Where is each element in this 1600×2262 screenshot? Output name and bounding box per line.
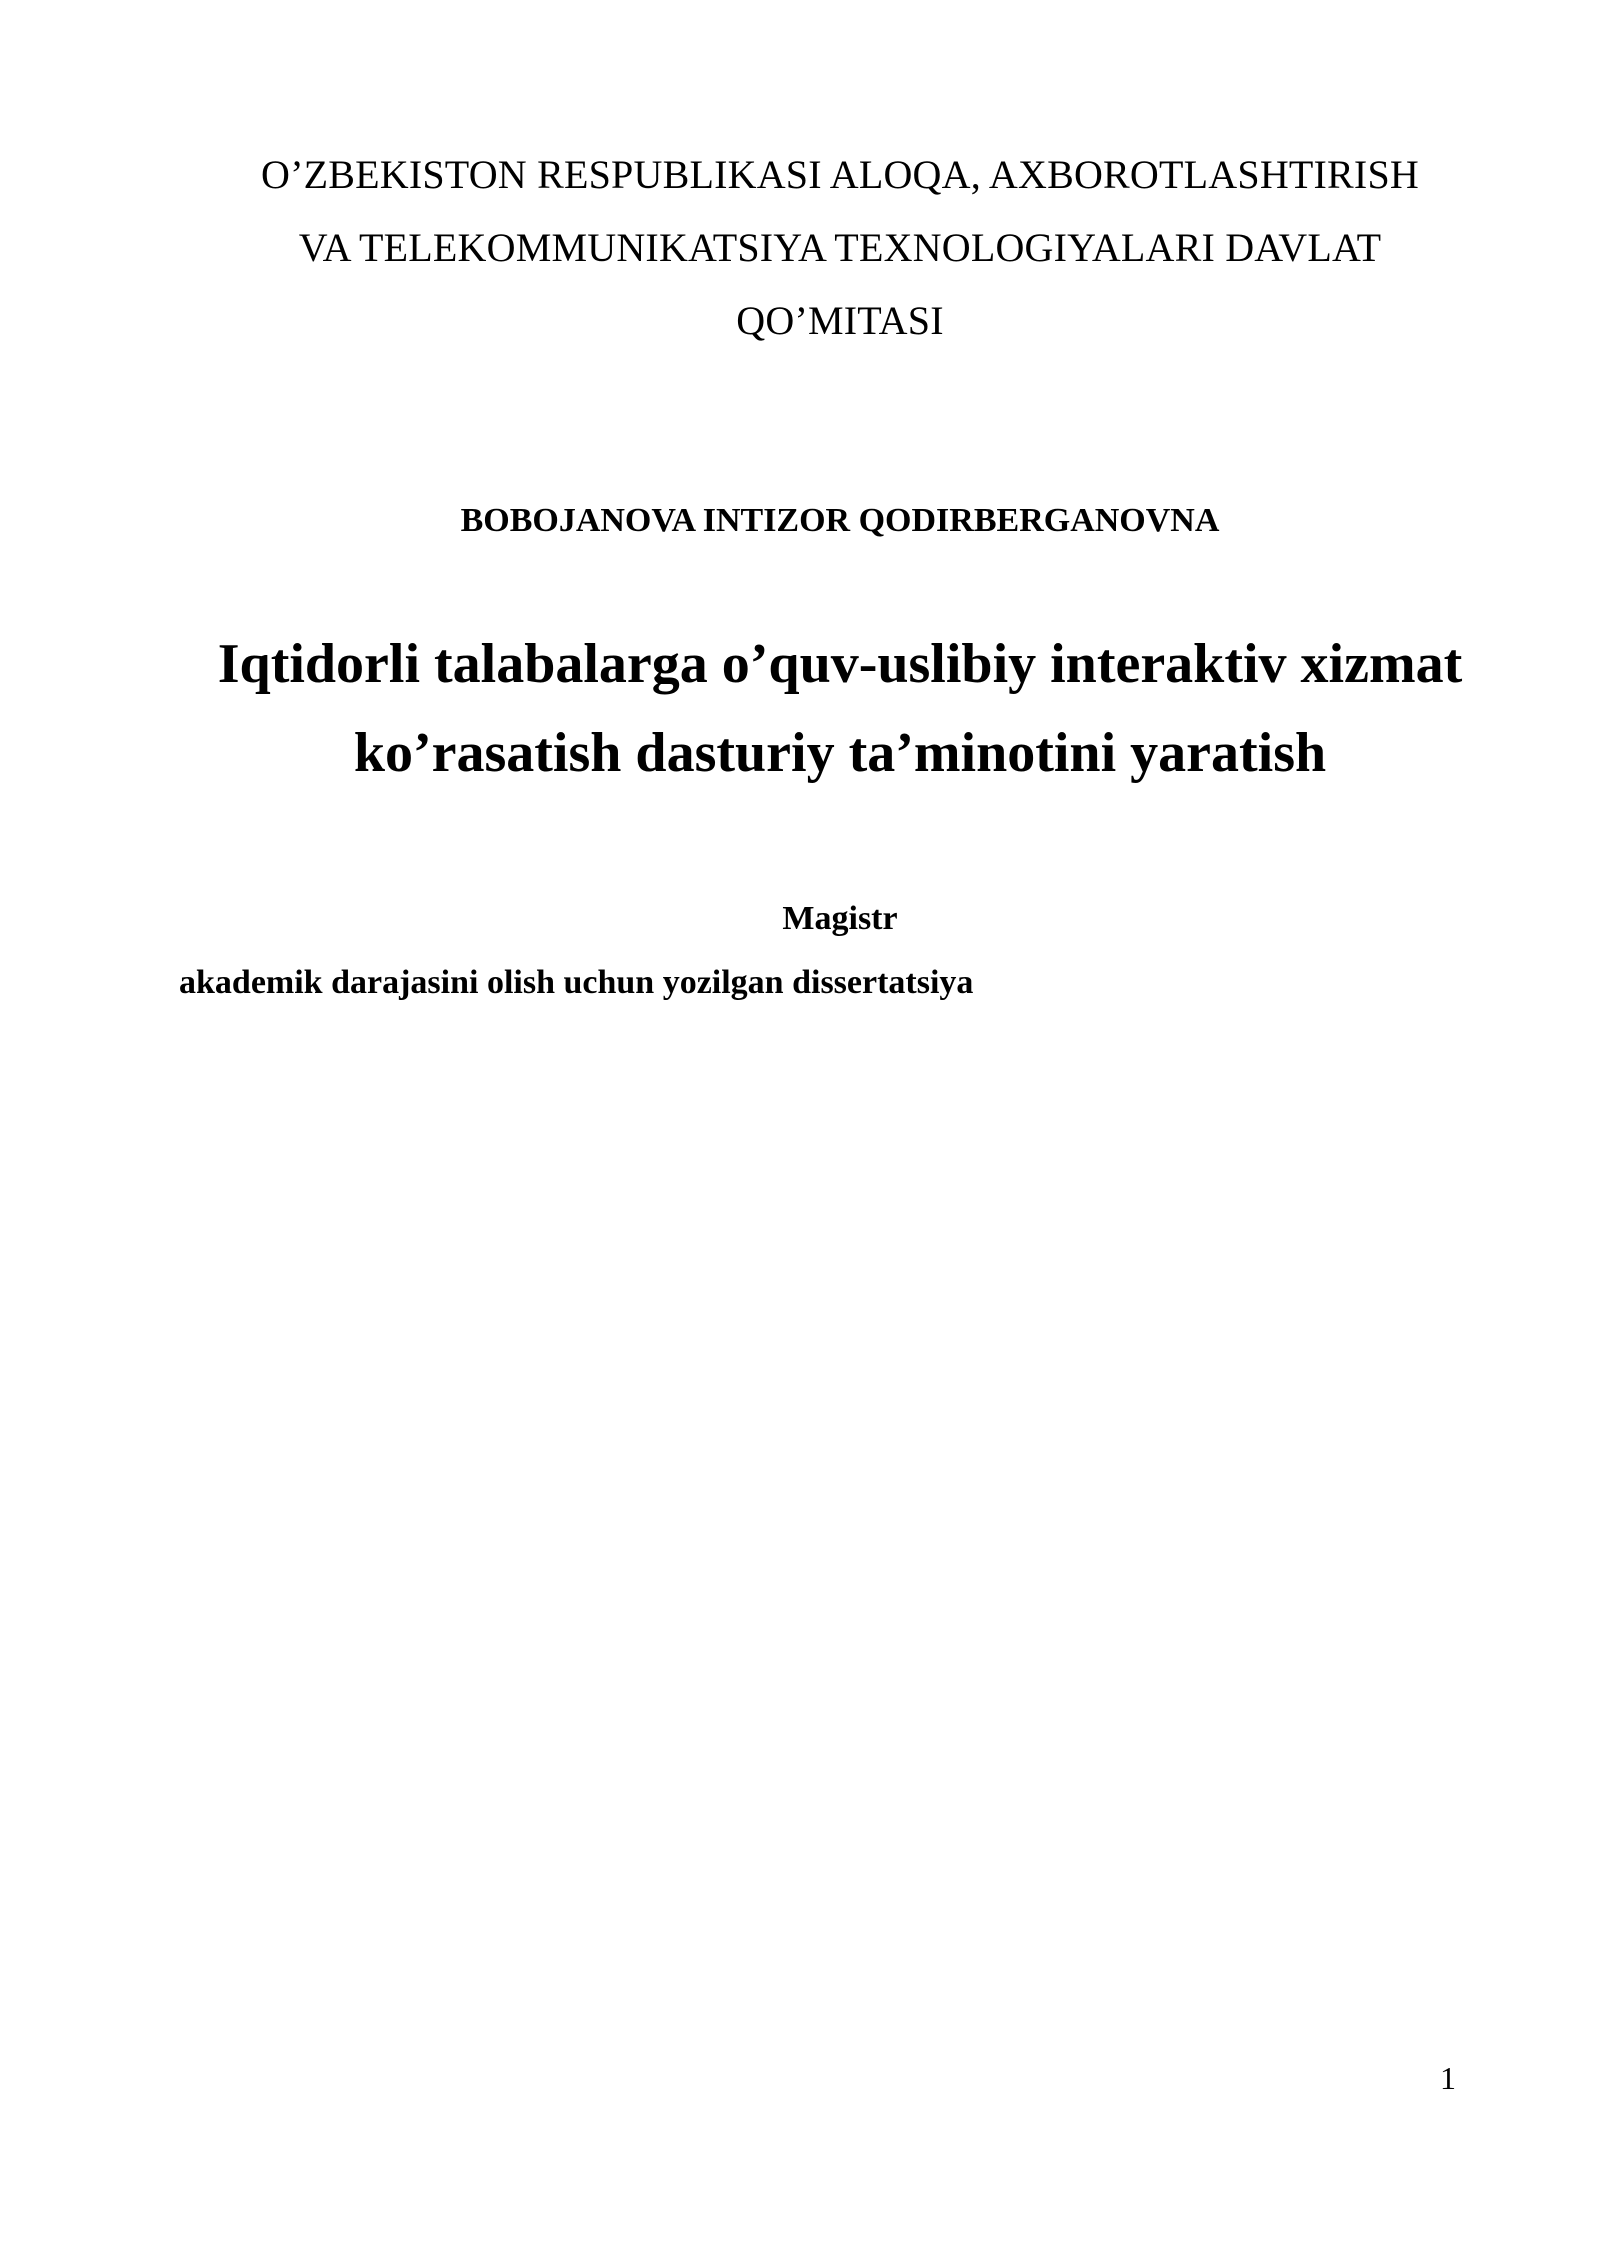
page-number: 1 <box>1440 2060 1456 2096</box>
dissertation-title-line: ko’rasatish dasturiy ta’minotini yaratish <box>353 722 1327 784</box>
organization-name-line: O’ZBEKISTON RESPUBLIKASI ALOQA, AXBOROTLASHTIRISH <box>260 152 1419 197</box>
organization-name-line: QO’MITASI <box>736 298 944 343</box>
degree-description: akademik darajasini olish uchun yozilgan dissertatsiya <box>179 964 974 1001</box>
degree-label: Magistr <box>782 900 898 937</box>
dissertation-title <box>150 620 1530 798</box>
author-name: BOBOJANOVA INTIZOR QODIRBERGANOVNA <box>460 502 1220 539</box>
organization-name <box>180 138 1500 357</box>
organization-name-line: VA TELEKOMMUNIKATSIYA TEXNOLOGIYALARI DAVLAT <box>298 225 1382 270</box>
dissertation-title-line: Iqtidorli talabalarga o’quv-uslibiy interaktiv xizmat <box>217 633 1463 695</box>
